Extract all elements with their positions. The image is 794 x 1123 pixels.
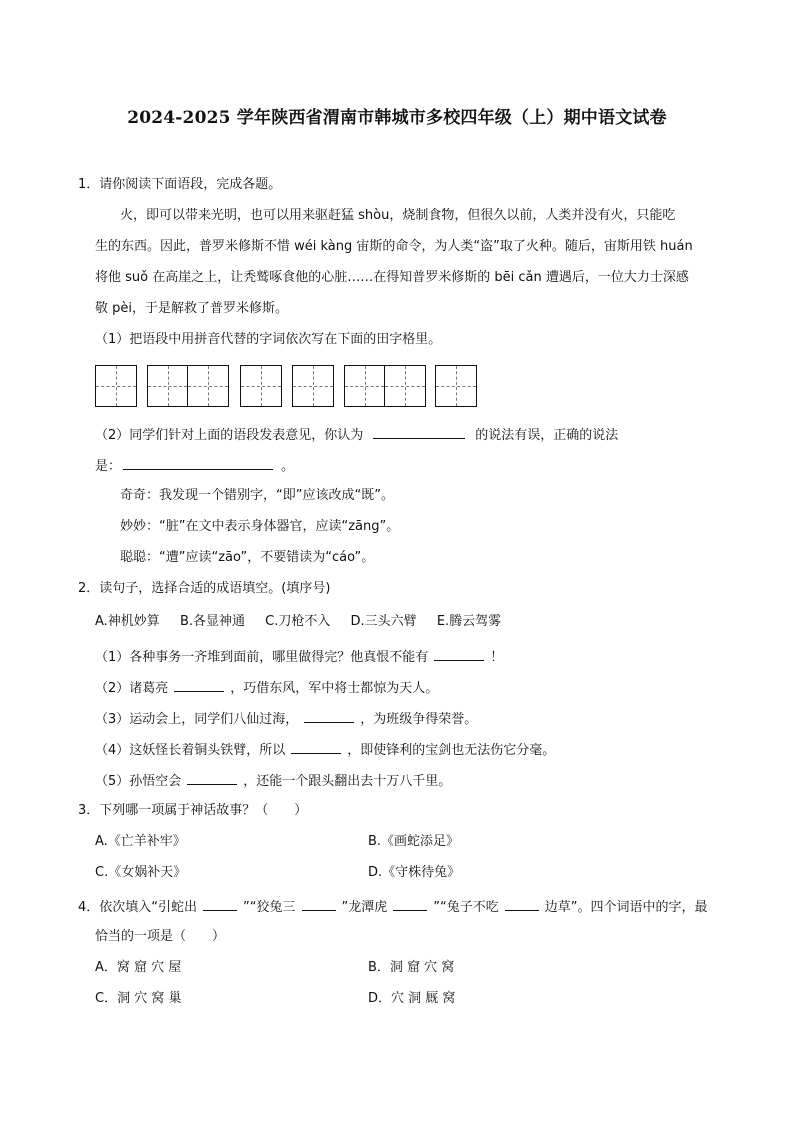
fill-item-text: （1）各种事务一齐堆到面前，哪里做得完？他真恨不能有: [95, 650, 429, 665]
fill-item-text: ，为班级争得荣誉。: [360, 712, 478, 727]
idiom-option: C.刀枪不入: [265, 614, 331, 629]
page-title: 2024-2025 学年陕西省渭南市韩城市多校四年级（上）期中语文试卷: [127, 108, 667, 128]
tianzige-cell-group[interactable]: [147, 365, 229, 407]
answer-blank[interactable]: [393, 896, 427, 911]
answer-blank[interactable]: [291, 739, 341, 754]
question-4-stem: [78, 896, 707, 918]
fill-item: [95, 646, 503, 668]
answer-blank[interactable]: [304, 708, 354, 723]
sub-question-2-text: 是：: [95, 459, 122, 474]
sub-question-2-text: 的说法有误，正确的说法: [475, 428, 619, 443]
sub-question-1: （1）把语段中用拼音代替的字词依次写在下面的田字格里。: [95, 332, 442, 347]
tianzige-cell[interactable]: [96, 366, 136, 406]
answer-blank[interactable]: [174, 677, 224, 692]
passage-line: 将他 suǒ 在高崖之上，让秃鹫啄食他的心脏……在得知普罗米修斯的 bēi cǎn 遭遇后，一位大力士深感: [95, 270, 689, 285]
question-4-text: 边草”。四个词语中的字，最: [544, 900, 708, 915]
choice-option-a[interactable]: A.《亡羊补牢》: [95, 834, 186, 849]
idiom-option: B.各显神通: [179, 614, 246, 629]
question-4-text: ”“狡兔三: [243, 900, 296, 915]
fill-item: [95, 770, 451, 792]
question-4-stem-cont: 恰当的一项是（ ）: [95, 929, 226, 944]
sub-question-2-cont: [95, 455, 294, 477]
tianzige-cell[interactable]: [148, 366, 188, 406]
tianzige-cell[interactable]: [345, 366, 385, 406]
fill-item-text: （5）孙悟空会: [95, 774, 182, 789]
tianzige-cell[interactable]: [293, 366, 333, 406]
question-4-text: ”龙潭虎: [341, 900, 388, 915]
choice-option-a[interactable]: A．窝 窟 穴 屋: [95, 960, 182, 975]
fill-item: [95, 677, 438, 699]
choice-option-d[interactable]: D.《守株待兔》: [368, 865, 461, 880]
sub-question-2-text: 。: [281, 459, 295, 474]
passage-line: 生的东西。因此，普罗米修斯不惜 wéi kàng 宙斯的命令，为人类“盗”取了火种。随后，宙斯用铁 huán: [95, 239, 693, 254]
opinion-congcong: 聪聪：“遭”应读“zāo”，不要错读为“cáo”。: [120, 550, 375, 565]
fill-item: [95, 708, 477, 730]
question-1-stem: 1．请你阅读下面语段，完成各题。: [78, 177, 282, 192]
question-4-text: 4．依次填入“引蛇出: [78, 900, 198, 915]
answer-blank[interactable]: [203, 896, 237, 911]
tianzige-cell-group[interactable]: [292, 365, 334, 407]
answer-blank[interactable]: [434, 646, 484, 661]
answer-blank[interactable]: [187, 770, 237, 785]
fill-item-text: ，还能一个跟头翻出去十万八千里。: [243, 774, 452, 789]
choice-option-d[interactable]: D．穴 洞 厩 窝: [368, 991, 456, 1006]
idiom-option: A.神机妙算: [95, 614, 160, 629]
sub-question-2-text: （2）同学们针对上面的语段发表意见，你认为: [95, 428, 364, 443]
tianzige-cell-group[interactable]: [435, 365, 477, 407]
fill-item-text: ，巧借东风，军中将士都惊为天人。: [230, 681, 439, 696]
fill-item-text: （2）诸葛亮: [95, 681, 169, 696]
fill-item-text: （4）这妖怪长着铜头铁臂，所以: [95, 743, 286, 758]
answer-blank[interactable]: [302, 896, 336, 911]
answer-blank[interactable]: [123, 455, 273, 470]
choice-option-b[interactable]: B．洞 窟 穴 窝: [368, 960, 455, 975]
fill-item-text: （3）运动会上，同学们八仙过海，: [95, 712, 299, 727]
answer-blank[interactable]: [373, 424, 465, 439]
question-4-text: ”“兔子不吃: [433, 900, 499, 915]
tianzige-cell[interactable]: [436, 366, 476, 406]
tianzige-cell[interactable]: [241, 366, 281, 406]
passage-line: 敬 pèi，于是解救了普罗米修斯。: [95, 301, 288, 316]
question-2-stem: 2．读句子，选择合适的成语填空。(填序号): [78, 581, 331, 596]
tianzige-cell[interactable]: [385, 366, 425, 406]
choice-option-c[interactable]: C．洞 穴 窝 巢: [95, 991, 182, 1006]
passage-line: 火，即可以带来光明，也可以用来驱赶猛 shòu，烧制食物，但很久以前，人类并没有火，只能吃: [120, 208, 676, 223]
answer-blank[interactable]: [505, 896, 539, 911]
idiom-option: D.三头六臂: [350, 614, 417, 629]
idiom-options: [95, 612, 555, 632]
opinion-qiqi: 奇奇：我发现一个错别字，“即”应该改成“既”。: [120, 488, 394, 503]
tianzige-cell-group[interactable]: [344, 365, 426, 407]
tianzige-cell-group[interactable]: [240, 365, 282, 407]
choice-option-c[interactable]: C.《女娲补天》: [95, 865, 187, 880]
fill-item-text: ！: [490, 650, 504, 665]
fill-item-text: ，即使锋利的宝剑也无法伤它分毫。: [347, 743, 556, 758]
opinion-miaomiao: 妙妙：“脏”在文中表示身体器官，应读“zāng”。: [120, 519, 400, 534]
tianzige-cell-group[interactable]: [95, 365, 137, 407]
question-3-stem: 3．下列哪一项属于神话故事？（ ）: [78, 803, 308, 818]
sub-question-2: [95, 424, 618, 446]
tianzige-cell[interactable]: [188, 366, 228, 406]
idiom-option: E.腾云驾雾: [436, 614, 502, 629]
choice-option-b[interactable]: B.《画蛇添足》: [368, 834, 460, 849]
fill-item: [95, 739, 555, 761]
